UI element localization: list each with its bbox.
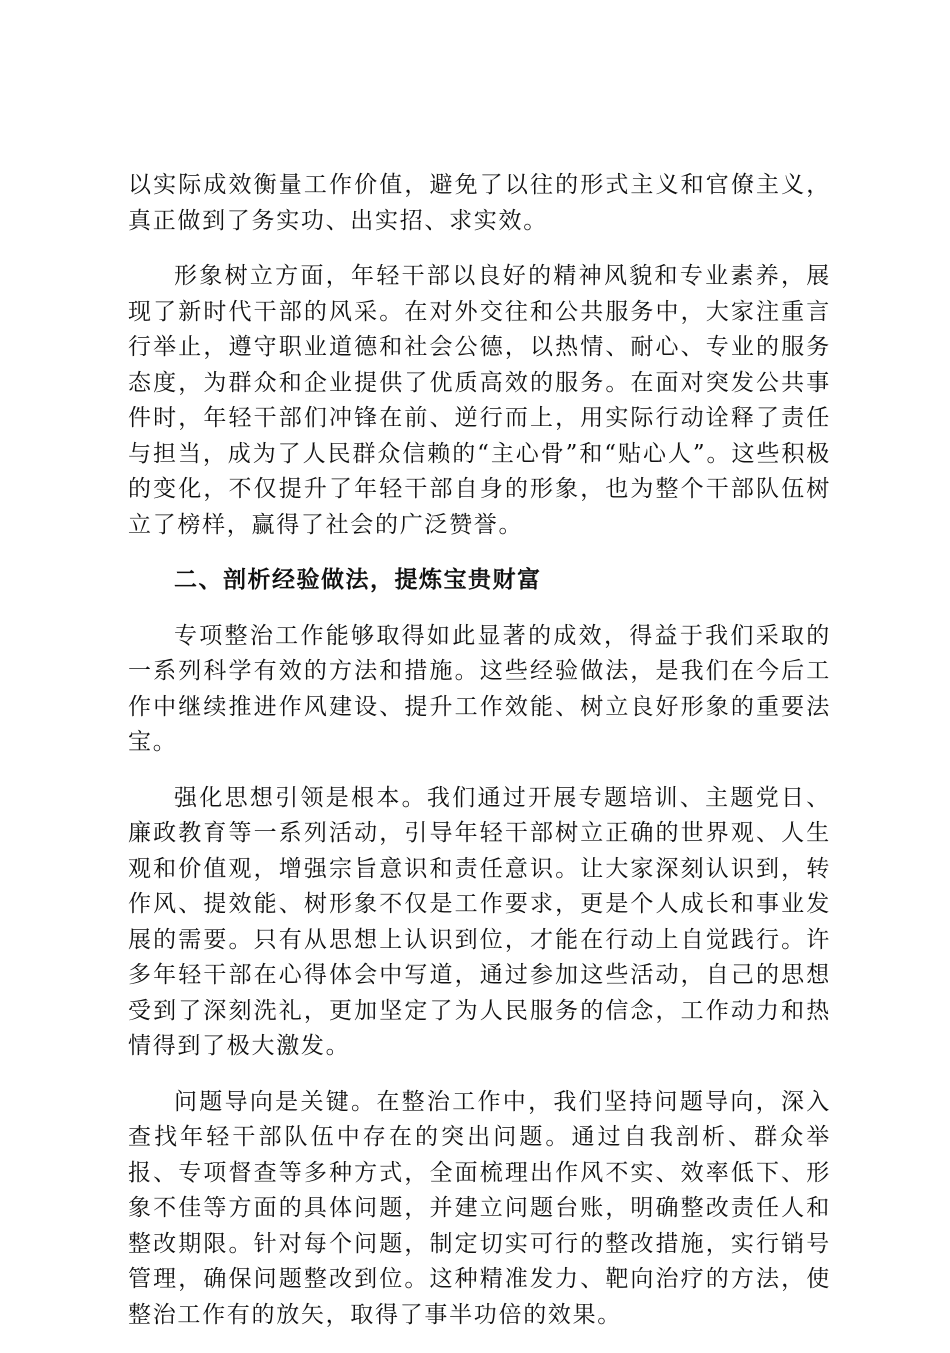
- paragraph-experience-intro: 专项整治工作能够取得如此显著的成效，得益于我们采取的一系列科学有效的方法和措施。这些经验做法，是我们在今后工作中继续推进作风建设、提升工作效能、树立良好形象的重要法宝。: [128, 622, 831, 755]
- paragraph-continuation: 以实际成效衡量工作价值，避免了以往的形式主义和官僚主义，真正做到了务实功、出实招、求实效。: [128, 172, 831, 234]
- paragraph-image-building: 形象树立方面，年轻干部以良好的精神风貌和专业素养，展现了新时代干部的风采。在对外交往和公共服务中，大家注重言行举止，遵守职业道德和社会公德，以热情、耐心、专业的服务态度，为群众和企业提供了优质高效的服务。在面对突发公共事件时，年轻干部们冲锋在前、逆行而上，用实际行动诠释了责任与担当，成为了人民群众信赖的“主心骨”和“贴心人”。这些积极的变化，不仅提升了年轻干部自身的形象，也为整个干部队伍树立了榜样，赢得了社会的广泛赞誉。: [128, 263, 831, 538]
- paragraph-ideological-guidance: 强化思想引领是根本。我们通过开展专题培训、主题党日、廉政教育等一系列活动，引导年轻干部树立正确的世界观、人生观和价值观，增强宗旨意识和责任意识。让大家深刻认识到，转作风、提效能、树形象不仅是工作要求，更是个人成长和事业发展的需要。只有从思想上认识到位，才能在行动上自觉践行。许多年轻干部在心得体会中写道，通过参加这些活动，自己的思想受到了深刻洗礼，更加坚定了为人民服务的信念，工作动力和热情得到了极大激发。: [128, 784, 831, 1059]
- document-page: [128, 168, 831, 1353]
- section-heading: 二、剖析经验做法，提炼宝贵财富: [174, 567, 542, 593]
- paragraph-problem-orientation: 问题导向是关键。在整治工作中，我们坚持问题导向，深入查找年轻干部队伍中存在的突出问题。通过自我剖析、群众举报、专项督查等多种方式，全面梳理出作风不实、效率低下、形象不佳等方面的具体问题，并建立问题台账，明确整改责任人和整改期限。针对每个问题，制定切实可行的整改措施，实行销号管理，确保问题整改到位。这种精准发力、靶向治疗的方法，使整治工作有的放矢，取得了事半功倍的效果。: [128, 1088, 831, 1328]
